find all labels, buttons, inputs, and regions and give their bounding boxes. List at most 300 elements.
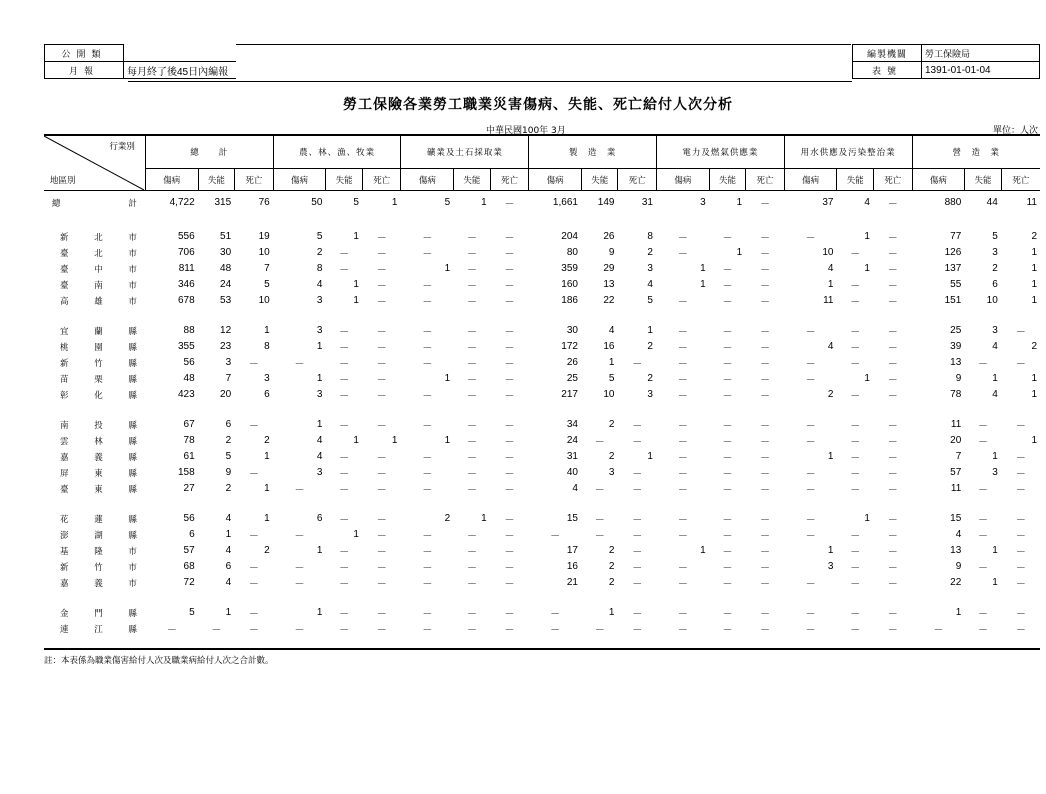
value-cell: －	[504, 547, 515, 558]
table-row	[44, 433, 1040, 449]
value-cell: －	[1015, 547, 1026, 558]
value-cell: －	[850, 391, 861, 402]
value-cell: －	[632, 563, 643, 574]
subheader-disability: 失能	[454, 169, 491, 191]
value-cell: －	[850, 453, 861, 464]
value-cell: －	[722, 469, 733, 480]
value-cell: 2	[647, 247, 653, 258]
value-cell: 1	[264, 513, 270, 524]
table-row	[44, 387, 1040, 403]
value-cell: 1	[481, 513, 487, 524]
region-name: 新 竹 市	[60, 562, 137, 573]
value-cell: 6	[264, 389, 270, 400]
value-cell: 17	[566, 545, 578, 556]
value-cell: －	[887, 359, 898, 370]
industry-header: 營 造 業	[912, 136, 1040, 169]
value-cell: －	[850, 579, 861, 590]
value-cell: 5	[444, 197, 451, 209]
value-cell: 78	[183, 435, 195, 446]
region-cell	[44, 355, 145, 371]
table-row	[44, 621, 1040, 637]
value-cell: 4	[316, 279, 323, 290]
value-cell: －	[850, 297, 861, 308]
value-cell: －	[422, 249, 433, 260]
value-cell: －	[422, 609, 433, 620]
value-cell: 5	[225, 451, 232, 462]
value-cell: －	[248, 579, 259, 590]
value-cell: 1	[1031, 279, 1037, 290]
value-cell: －	[422, 391, 433, 402]
value-cell: 4	[225, 513, 232, 524]
value-cell: 4	[827, 263, 834, 274]
value-cell: 13	[950, 357, 962, 368]
value-cell: －	[759, 297, 770, 308]
value-cell: －	[422, 421, 433, 432]
value-cell: 11	[823, 295, 834, 306]
value-cell: －	[294, 579, 305, 590]
table-row	[44, 293, 1040, 309]
value-cell: －	[504, 609, 515, 620]
value-cell: 37	[822, 197, 834, 209]
value-cell: －	[978, 515, 989, 526]
value-cell: －	[722, 563, 733, 574]
value-cell: －	[466, 233, 477, 244]
value-cell: 4	[827, 341, 834, 352]
value-cell: －	[722, 453, 733, 464]
value-cell: －	[677, 249, 688, 260]
value-cell: －	[759, 547, 770, 558]
value-cell: －	[422, 327, 433, 338]
value-cell: 1	[647, 451, 653, 462]
value-cell: 2	[1031, 341, 1037, 352]
value-cell: －	[850, 281, 861, 292]
value-cell: 1	[992, 373, 998, 384]
value-cell: 1	[736, 197, 743, 209]
value-cell: －	[887, 515, 898, 526]
value-cell: 811	[178, 263, 195, 274]
value-cell: －	[339, 515, 350, 526]
subheader-injury: 傷病	[529, 169, 582, 191]
value-cell: －	[466, 563, 477, 574]
region-name: 臺 中 市	[60, 264, 137, 275]
value-cell: 1	[316, 373, 323, 384]
value-cell: －	[1015, 515, 1026, 526]
subheader-disability: 失能	[581, 169, 618, 191]
value-cell: －	[248, 469, 259, 480]
value-cell: 3	[700, 197, 706, 209]
value-cell: －	[933, 625, 944, 636]
value-cell: －	[887, 265, 898, 276]
value-cell: －	[422, 625, 433, 636]
value-cell: －	[339, 547, 350, 558]
value-cell: －	[759, 343, 770, 354]
value-cell: 2	[264, 545, 270, 556]
value-cell: －	[339, 469, 350, 480]
region-cell	[44, 481, 145, 497]
region-name: 宜 蘭 縣	[60, 326, 137, 337]
value-cell: 26	[566, 357, 578, 368]
value-cell: 48	[183, 373, 195, 384]
value-cell: －	[504, 453, 515, 464]
value-cell: －	[422, 579, 433, 590]
value-cell: －	[466, 485, 477, 496]
value-cell: 3	[827, 561, 834, 572]
value-cell: 2	[608, 419, 615, 430]
value-cell: －	[466, 375, 477, 386]
value-cell: －	[978, 359, 989, 370]
value-cell: 16	[603, 341, 615, 352]
value-cell: －	[466, 359, 477, 370]
region-cell	[44, 293, 145, 309]
value-cell: 1	[1031, 263, 1037, 274]
value-cell: －	[294, 485, 305, 496]
value-cell: 160	[561, 279, 578, 290]
value-cell: －	[376, 547, 387, 558]
value-cell: －	[376, 233, 387, 244]
value-cell: 186	[561, 295, 578, 306]
value-cell: 1	[316, 341, 323, 352]
region-name: 嘉 義 市	[60, 578, 137, 589]
value-cell: 1	[316, 545, 323, 556]
value-cell: －	[759, 281, 770, 292]
value-cell: 1	[264, 325, 270, 336]
value-cell: 9	[608, 247, 615, 258]
region-cell	[44, 323, 145, 339]
value-cell: －	[759, 515, 770, 526]
value-cell: 1	[992, 577, 998, 588]
value-cell: －	[722, 609, 733, 620]
value-cell: －	[466, 265, 477, 276]
value-cell: 1,661	[552, 197, 578, 209]
value-cell: －	[887, 343, 898, 354]
value-cell: －	[759, 249, 770, 260]
value-cell: 3	[992, 247, 998, 258]
table-row	[44, 277, 1040, 293]
value-cell: －	[677, 485, 688, 496]
value-cell: 5	[608, 373, 615, 384]
spacer-row	[44, 215, 1040, 229]
table-row	[44, 575, 1040, 591]
value-cell: 2	[225, 483, 232, 494]
value-cell: －	[594, 485, 605, 496]
value-cell: 346	[177, 279, 195, 290]
value-cell: 30	[220, 247, 232, 258]
value-cell: 31	[566, 451, 578, 462]
value-cell: 2	[1031, 231, 1037, 242]
value-cell: －	[339, 265, 350, 276]
value-cell: －	[887, 469, 898, 480]
value-cell: －	[466, 609, 477, 620]
value-cell: －	[422, 453, 433, 464]
value-cell: 3	[647, 263, 653, 274]
value-cell: 4	[316, 435, 323, 446]
subheader-death: 死亡	[873, 169, 912, 191]
value-cell: 4	[225, 545, 232, 556]
value-cell: 11	[1026, 197, 1037, 209]
value-cell: －	[632, 609, 643, 620]
value-cell: －	[887, 281, 898, 292]
value-cell: 1	[316, 607, 323, 618]
region-name: 彰 化 縣	[60, 390, 137, 401]
value-cell: 4	[572, 483, 578, 494]
value-cell: 1	[264, 483, 270, 494]
value-cell: －	[339, 391, 350, 402]
value-cell: －	[504, 563, 515, 574]
value-cell: －	[1015, 421, 1026, 432]
value-cell: －	[248, 625, 259, 636]
value-cell: －	[376, 281, 387, 292]
value-cell: 1	[1031, 389, 1037, 400]
value-cell: －	[887, 579, 898, 590]
value-cell: －	[677, 421, 688, 432]
value-cell: 2	[444, 513, 451, 524]
subheader-death: 死亡	[1001, 169, 1040, 191]
value-cell: －	[850, 547, 861, 558]
value-cell: －	[677, 297, 688, 308]
value-cell: －	[504, 233, 515, 244]
value-cell: －	[504, 579, 515, 590]
value-cell: 3	[992, 467, 998, 478]
value-cell: －	[887, 485, 898, 496]
value-cell: －	[594, 625, 605, 636]
value-cell: －	[339, 563, 350, 574]
value-cell: －	[759, 391, 770, 402]
value-cell: 4	[225, 577, 232, 588]
value-cell: 1	[444, 373, 451, 384]
value-cell: 5	[353, 197, 359, 209]
value-cell: －	[339, 485, 350, 496]
value-cell: －	[978, 485, 989, 496]
table-row	[44, 355, 1040, 371]
value-cell: －	[248, 563, 259, 574]
subheader-disability: 失能	[709, 169, 746, 191]
value-cell: 31	[641, 197, 653, 209]
value-cell: －	[677, 609, 688, 620]
value-cell: －	[677, 531, 688, 542]
value-cell: 7	[225, 373, 232, 384]
value-cell: 11	[950, 419, 962, 430]
value-cell: －	[887, 609, 898, 620]
value-cell: －	[887, 421, 898, 432]
value-cell: －	[1015, 579, 1026, 590]
spacer-row	[44, 497, 1040, 511]
region-name: 臺 東 縣	[60, 484, 137, 495]
region-name: 金 門 縣	[60, 608, 137, 619]
value-cell: 1	[700, 263, 706, 274]
value-cell: 50	[311, 197, 323, 209]
region-name: 新 竹 縣	[60, 358, 137, 369]
value-cell: 6	[189, 529, 195, 540]
value-cell: 1	[391, 435, 398, 446]
value-cell: 26	[603, 231, 615, 242]
region-cell	[44, 277, 145, 293]
value-cell: －	[376, 421, 387, 432]
value-cell: －	[248, 609, 259, 620]
value-cell: －	[978, 437, 989, 448]
value-cell: －	[722, 233, 733, 244]
value-cell: －	[759, 199, 770, 211]
value-cell: －	[722, 625, 733, 636]
value-cell: 19	[258, 231, 270, 242]
value-cell: －	[466, 421, 477, 432]
value-cell: －	[504, 281, 515, 292]
value-cell: 1	[225, 607, 232, 618]
value-cell: －	[887, 563, 898, 574]
value-cell: 1	[353, 295, 359, 306]
value-cell: 53	[220, 295, 232, 306]
value-cell: －	[759, 375, 770, 386]
value-cell: 6	[225, 561, 232, 572]
table-bottom-rule	[44, 648, 1040, 650]
value-cell: －	[759, 327, 770, 338]
value-cell: －	[759, 265, 770, 276]
value-cell: －	[677, 563, 688, 574]
value-cell: 11	[950, 483, 962, 494]
value-cell: 9	[955, 373, 962, 384]
value-cell: －	[887, 375, 898, 386]
footnote: 註：本表係為職業傷害給付人次及職業病給付人次之合計數。	[44, 656, 274, 666]
value-cell: －	[805, 233, 816, 244]
value-cell: 1	[353, 435, 359, 446]
value-cell: 1	[391, 197, 398, 209]
value-cell: 1	[827, 279, 834, 290]
value-cell: －	[722, 547, 733, 558]
value-cell: 4	[608, 325, 615, 336]
value-cell: －	[805, 421, 816, 432]
subheader-disability: 失能	[326, 169, 363, 191]
value-cell: 40	[566, 467, 578, 478]
value-cell: －	[759, 437, 770, 448]
value-cell: －	[248, 359, 259, 370]
value-cell: －	[632, 531, 643, 542]
value-cell: －	[594, 515, 605, 526]
region-cell	[44, 605, 145, 621]
value-cell: 315	[214, 197, 232, 209]
value-cell: 204	[561, 231, 578, 242]
value-cell: －	[805, 359, 816, 370]
region-name: 嘉 義 縣	[60, 452, 137, 463]
value-cell: －	[504, 469, 515, 480]
value-cell: 10	[258, 247, 270, 258]
value-cell: －	[978, 609, 989, 620]
value-cell: －	[376, 609, 387, 620]
value-cell: －	[339, 609, 350, 620]
value-cell: －	[805, 437, 816, 448]
value-cell: －	[850, 249, 861, 260]
value-cell: －	[887, 437, 898, 448]
value-cell: －	[466, 343, 477, 354]
table-row	[44, 245, 1040, 261]
value-cell: 4	[992, 389, 998, 400]
value-cell: －	[632, 359, 643, 370]
value-cell: 48	[220, 263, 232, 274]
value-cell: －	[887, 199, 898, 211]
value-cell: －	[550, 609, 561, 620]
value-cell: －	[376, 327, 387, 338]
value-cell: －	[466, 469, 477, 480]
value-cell: －	[759, 421, 770, 432]
subheader-injury: 傷病	[784, 169, 837, 191]
value-cell: －	[850, 563, 861, 574]
value-cell: －	[466, 281, 477, 292]
value-cell: －	[504, 359, 515, 370]
value-cell: －	[887, 327, 898, 338]
value-cell: －	[594, 437, 605, 448]
value-cell: －	[632, 625, 643, 636]
value-cell: 4	[864, 197, 870, 209]
value-cell: －	[376, 515, 387, 526]
value-cell: －	[805, 375, 816, 386]
value-cell: 1	[700, 545, 706, 556]
table-row	[44, 371, 1040, 387]
value-cell: －	[466, 249, 477, 260]
value-cell: 3	[316, 389, 323, 400]
page-title: 勞工保險各業勞工職業災害傷病、失能、死亡給付人次分析	[343, 97, 733, 113]
value-cell: 2	[647, 341, 653, 352]
value-cell: 3	[647, 389, 653, 400]
value-cell: 1	[955, 607, 962, 618]
value-cell: 15	[566, 513, 578, 524]
value-cell: －	[978, 625, 989, 636]
value-cell: 23	[220, 341, 232, 352]
value-cell: －	[677, 327, 688, 338]
value-cell: －	[339, 421, 350, 432]
spacer-row	[44, 403, 1040, 417]
region-name: 臺 北 市	[60, 248, 137, 259]
value-cell: －	[677, 375, 688, 386]
value-cell: 4	[992, 341, 998, 352]
value-cell: －	[504, 297, 515, 308]
value-cell: 8	[316, 263, 323, 274]
region-cell	[44, 417, 145, 433]
value-cell: 30	[566, 325, 578, 336]
value-cell: －	[422, 547, 433, 558]
value-cell: －	[376, 375, 387, 386]
value-cell: －	[677, 343, 688, 354]
value-cell: －	[376, 343, 387, 354]
value-cell: 9	[225, 467, 232, 478]
value-cell: 10	[603, 389, 615, 400]
region-cell	[44, 371, 145, 387]
value-cell: 1	[864, 231, 870, 242]
table-row	[44, 481, 1040, 497]
value-cell: －	[376, 579, 387, 590]
value-cell: 2	[827, 389, 834, 400]
value-cell: －	[850, 437, 861, 448]
region-name: 雲 林 縣	[60, 436, 137, 447]
value-cell: －	[248, 531, 259, 542]
value-cell: －	[677, 469, 688, 480]
value-cell: －	[504, 249, 515, 260]
region-cell	[44, 449, 145, 465]
value-cell: －	[887, 391, 898, 402]
value-cell: 6	[225, 419, 232, 430]
table-row	[44, 339, 1040, 355]
value-cell: －	[805, 327, 816, 338]
value-cell: 355	[177, 341, 195, 352]
value-cell: －	[594, 531, 605, 542]
value-cell: －	[339, 343, 350, 354]
value-cell: 1	[353, 529, 359, 540]
value-cell: －	[294, 563, 305, 574]
value-cell: －	[632, 469, 643, 480]
value-cell: －	[805, 579, 816, 590]
value-cell: －	[422, 469, 433, 480]
region-name: 屏 東 縣	[60, 468, 137, 479]
value-cell: －	[722, 531, 733, 542]
value-cell: 15	[950, 513, 962, 524]
value-cell: 8	[647, 231, 653, 242]
